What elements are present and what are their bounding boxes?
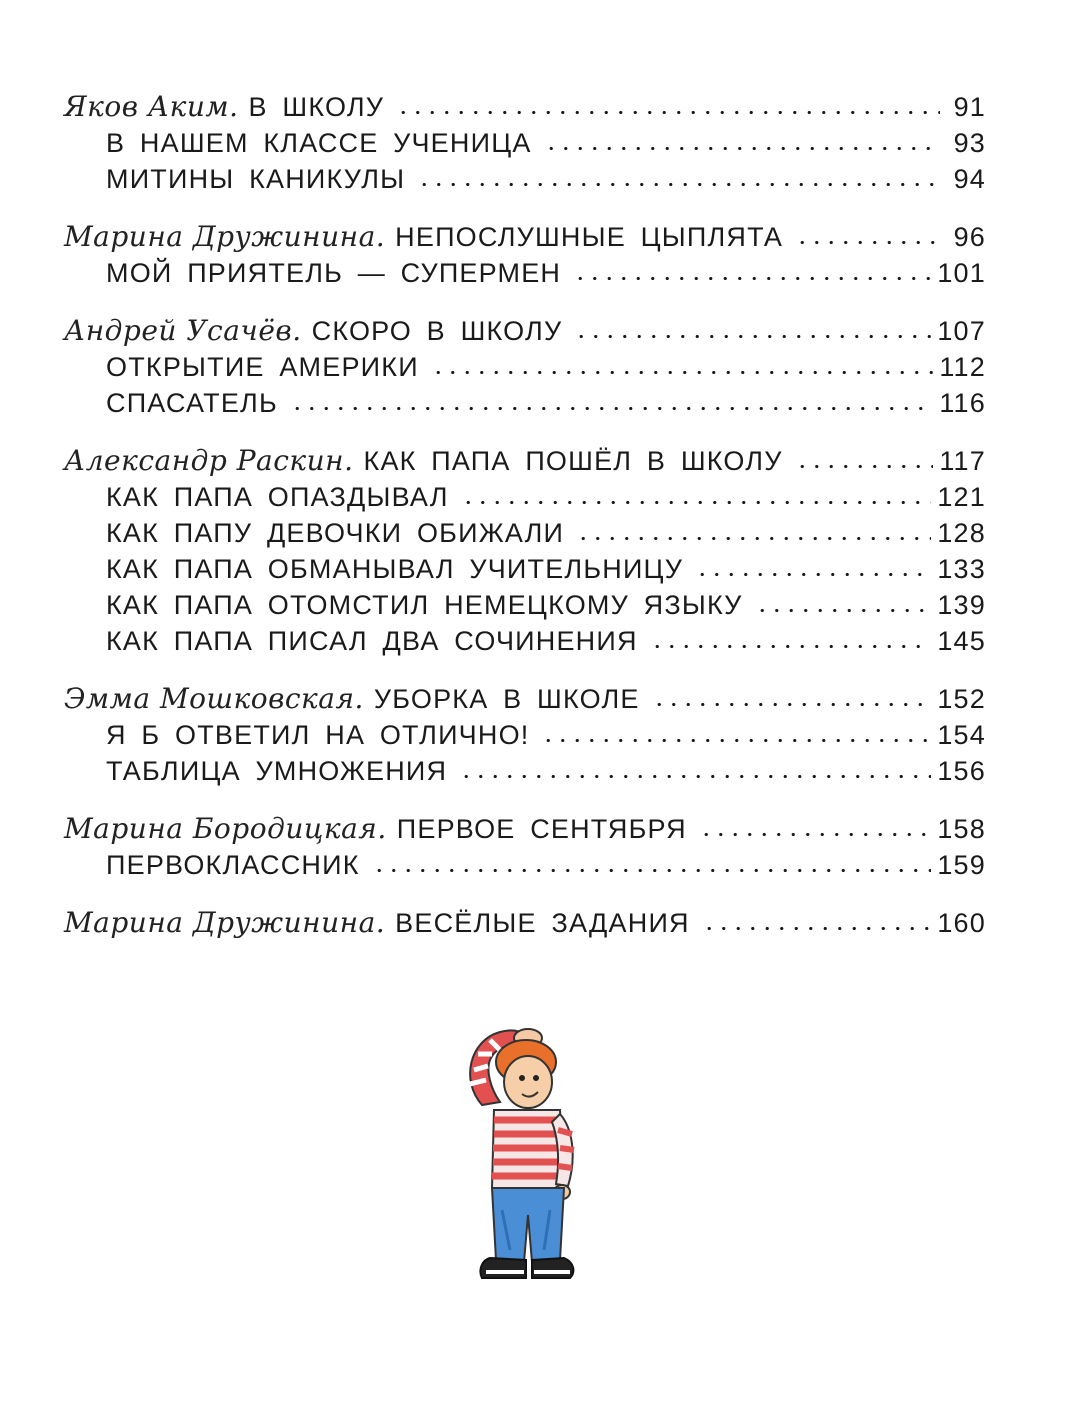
toc-entry-title: ТАБЛИЦА УМНОЖЕНИЯ (106, 756, 448, 786)
toc-page-number: 160 (937, 908, 986, 938)
dot-leader (574, 335, 931, 338)
toc-entry-title: УБОРКА В ШКОЛЕ (373, 684, 640, 714)
toc-entry (64, 905, 986, 941)
dot-leader (576, 537, 931, 540)
toc-page-number: 158 (937, 814, 986, 844)
dot-leader (652, 703, 932, 706)
toc-page-number: 145 (937, 626, 986, 656)
toc-entry-title: МОЙ ПРИЯТЕЛЬ — СУПЕРМЕН (106, 258, 562, 288)
toc-entry (64, 313, 986, 349)
toc-author-group (64, 219, 986, 291)
toc-page-number: 116 (939, 388, 986, 418)
toc-entry (64, 385, 986, 421)
toc-page-number: 94 (953, 164, 986, 194)
toc-entry (64, 515, 986, 551)
toc-author-group (64, 89, 986, 197)
toc-entry-title: В НАШЕМ КЛАССЕ УЧЕНИЦА (106, 128, 532, 158)
toc-page-number: 156 (937, 756, 986, 786)
toc-entry-title: ПЕРВОКЛАССНИК (106, 850, 360, 880)
dot-leader (544, 147, 940, 150)
toc-page-number: 121 (937, 482, 986, 512)
toc-author-group (64, 681, 986, 789)
toc-page-number: 112 (939, 352, 986, 382)
boy-scratching-head-illustration (430, 1010, 590, 1290)
toc-entry-title: ПЕРВОЕ СЕНТЯБРЯ (396, 814, 687, 844)
toc-entry-title: КАК ПАПА ОПАЗДЫВАЛ (106, 482, 449, 512)
toc-page-number: 133 (937, 554, 986, 584)
toc-author-group (64, 443, 986, 659)
dot-leader (695, 573, 931, 576)
toc-entry (64, 89, 986, 125)
dot-leader (795, 465, 934, 468)
dot-leader (541, 739, 931, 742)
toc-entry (64, 161, 986, 197)
dot-leader (650, 645, 932, 648)
boy-illustration-icon (430, 1010, 590, 1290)
toc-entry (64, 587, 986, 623)
toc-author-group (64, 905, 986, 941)
toc-author-group (64, 313, 986, 421)
dot-leader (396, 111, 940, 114)
toc-author: Марина Бородицкая. (64, 812, 387, 845)
toc-page-number: 96 (953, 222, 986, 252)
toc-entry (64, 717, 986, 753)
toc-author: Марина Дружинина. (64, 906, 386, 939)
toc-entry (64, 349, 986, 385)
toc-entry-title: ОТКРЫТИЕ АМЕРИКИ (106, 352, 419, 382)
toc-entry (64, 847, 986, 883)
toc-author: Андрей Усачёв. (64, 314, 302, 347)
dot-leader (795, 241, 940, 244)
toc-entry-title: КАК ПАПА ПОШЁЛ В ШКОЛУ (363, 446, 783, 476)
toc-page-number: 91 (953, 92, 986, 122)
toc-page-number: 101 (937, 258, 986, 288)
toc-author-group (64, 811, 986, 883)
dot-leader (290, 407, 933, 410)
toc-entry-title: СКОРО В ШКОЛУ (311, 316, 563, 346)
toc-entry-title: МИТИНЫ КАНИКУЛЫ (106, 164, 406, 194)
toc-page-number: 107 (937, 316, 986, 346)
toc-entry-title: НЕПОСЛУШНЫЕ ЦЫПЛЯТА (395, 222, 784, 252)
dot-leader (372, 869, 932, 872)
dot-leader (702, 927, 932, 930)
toc-entry-title: Я Б ОТВЕТИЛ НА ОТЛИЧНО! (106, 720, 530, 750)
toc-entry (64, 255, 986, 291)
toc-entry (64, 125, 986, 161)
dot-leader (459, 775, 931, 778)
toc-page-number: 128 (937, 518, 986, 548)
table-of-contents (64, 89, 986, 963)
toc-entry-title: В ШКОЛУ (248, 92, 385, 122)
toc-page-number: 152 (937, 684, 986, 714)
toc-entry-title: ВЕСЁЛЫЕ ЗАДАНИЯ (395, 908, 690, 938)
dot-leader (431, 371, 934, 374)
toc-entry (64, 811, 986, 847)
toc-author: Яков Аким. (64, 90, 239, 123)
toc-page-number: 159 (937, 850, 986, 880)
toc-author: Эмма Мошковская. (64, 682, 364, 715)
dot-leader (573, 277, 931, 280)
toc-page-number: 117 (939, 446, 986, 476)
toc-entry (64, 623, 986, 659)
dot-leader (699, 833, 932, 836)
toc-entry-title: КАК ПАПА ПИСАЛ ДВА СОЧИНЕНИЯ (106, 626, 638, 656)
dot-leader (417, 183, 940, 186)
toc-author: Александр Раскин. (64, 444, 354, 477)
dot-leader (755, 609, 932, 612)
toc-entry (64, 219, 986, 255)
toc-page-number: 93 (953, 128, 986, 158)
dot-leader (461, 501, 932, 504)
toc-entry-title: СПАСАТЕЛЬ (106, 388, 278, 418)
toc-entry (64, 479, 986, 515)
toc-entry-title: КАК ПАПА ОТОМСТИЛ НЕМЕЦКОМУ ЯЗЫКУ (106, 590, 743, 620)
toc-entry-title: КАК ПАПУ ДЕВОЧКИ ОБИЖАЛИ (106, 518, 565, 548)
toc-page-number: 154 (937, 720, 986, 750)
toc-entry (64, 753, 986, 789)
toc-entry (64, 681, 986, 717)
toc-page-number: 139 (937, 590, 986, 620)
toc-entry (64, 551, 986, 587)
toc-author: Марина Дружинина. (64, 220, 386, 253)
toc-entry-title: КАК ПАПА ОБМАНЫВАЛ УЧИТЕЛЬНИЦУ (106, 554, 684, 584)
toc-entry (64, 443, 986, 479)
